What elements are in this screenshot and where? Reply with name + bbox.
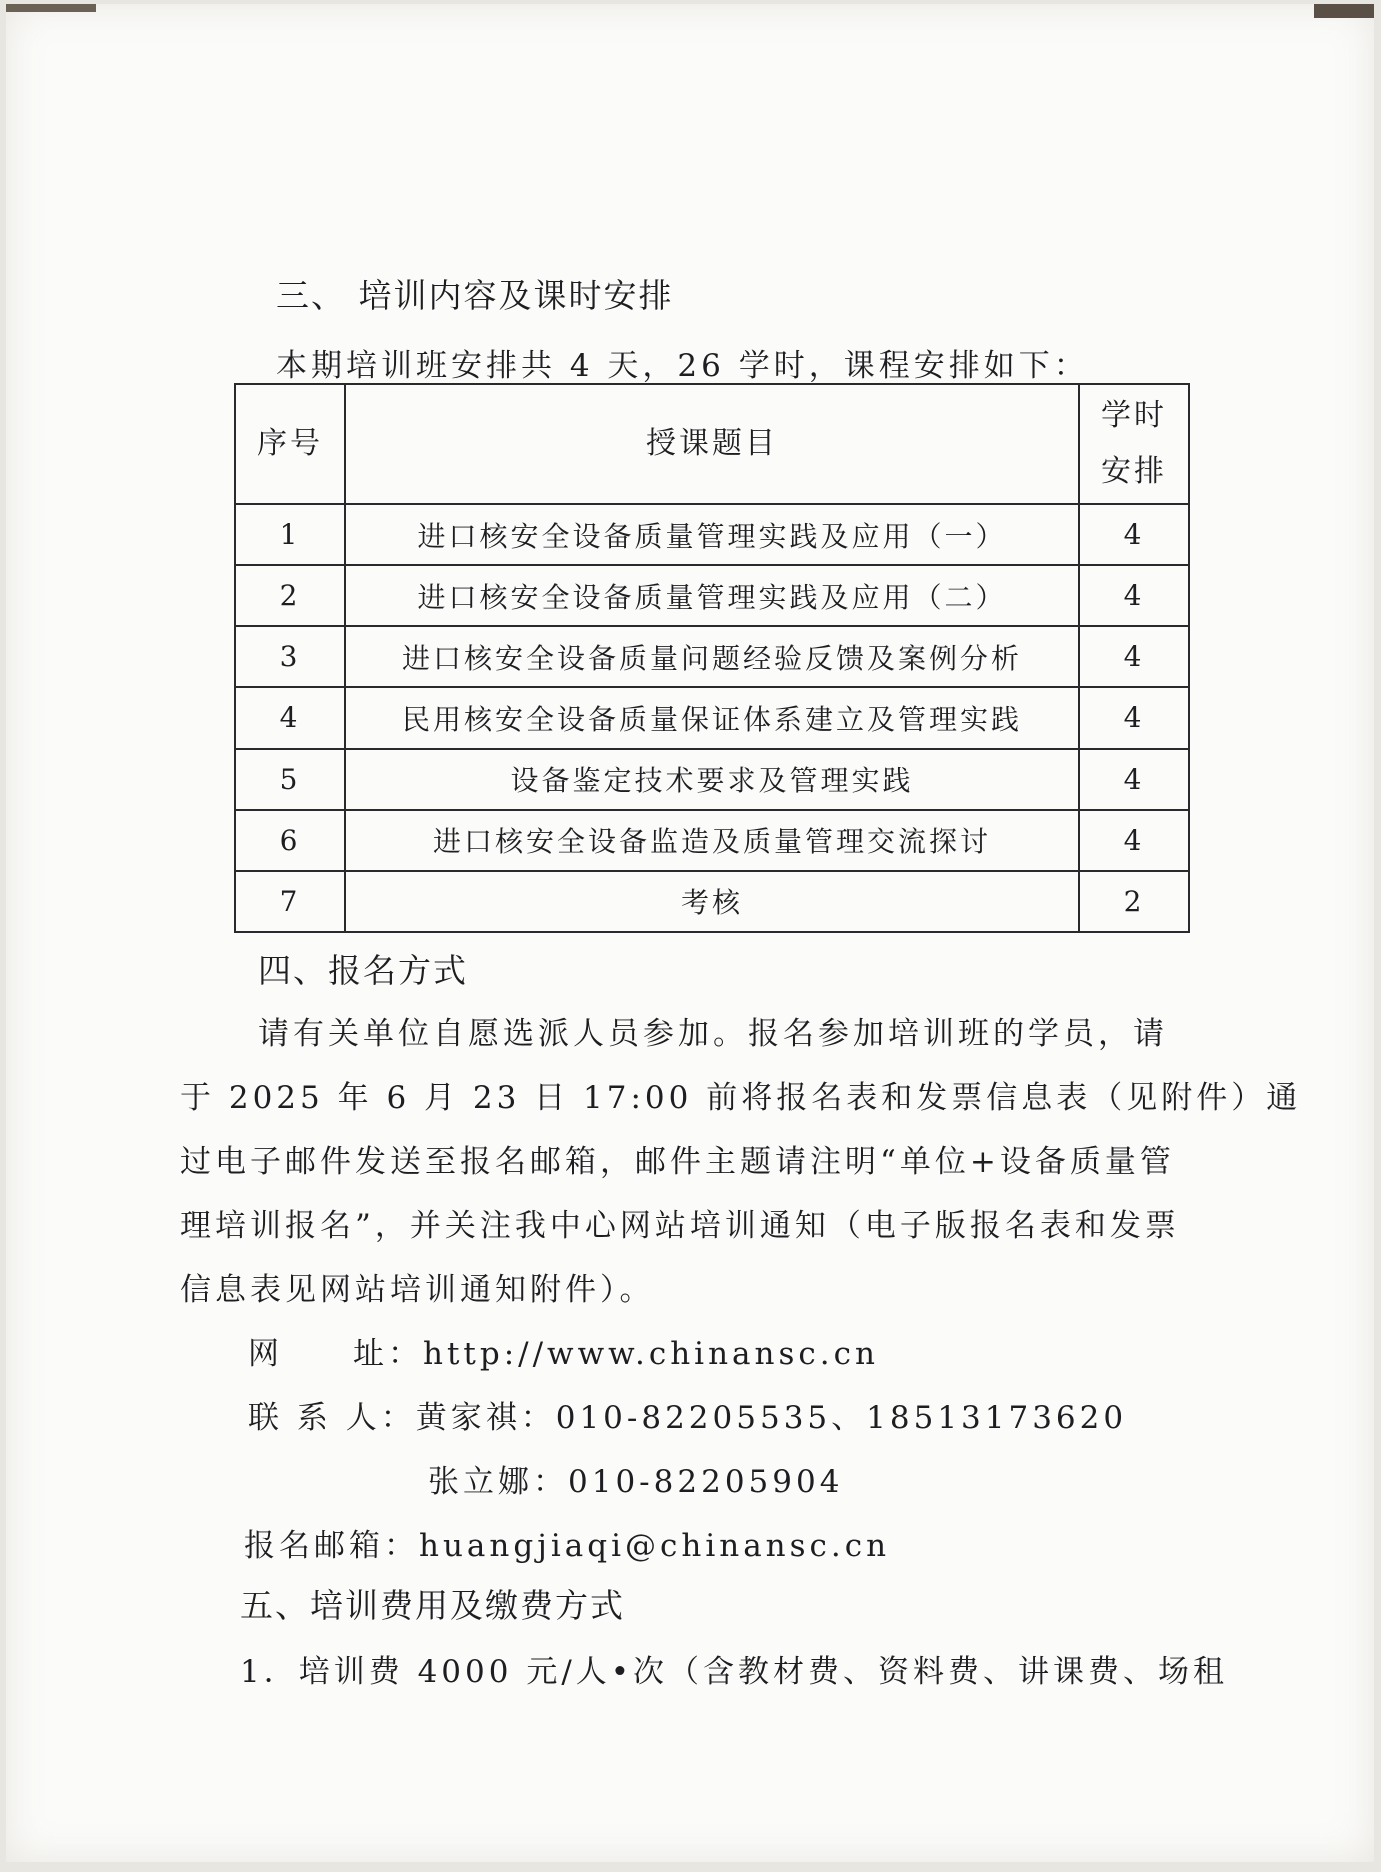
- row-no: 4: [235, 687, 345, 748]
- row-no: 2: [235, 565, 345, 626]
- section5-title: 五、培训费用及缴费方式: [240, 1586, 625, 1625]
- header-no: 序号: [235, 384, 345, 504]
- section4-para-line: 请有关单位自愿选派人员参加。报名参加培训班的学员，请: [258, 1016, 1168, 1052]
- website-link[interactable]: http://www.chinansc.cn: [423, 1336, 879, 1372]
- section4-title: 四、报名方式: [258, 951, 468, 990]
- document-page: [6, 4, 1374, 1862]
- contact-row: [248, 1392, 1127, 1437]
- table-row: [235, 749, 1189, 810]
- table-row: [235, 687, 1189, 748]
- row-hours: 4: [1079, 565, 1189, 626]
- header-topic: 授课题目: [345, 384, 1079, 504]
- section4-para-line: 信息表见网站培训通知附件）。: [180, 1272, 655, 1308]
- email-link[interactable]: huangjiaqi@chinansc.cn: [419, 1528, 891, 1564]
- section4-para-line: 理培训报名”，并关注我中心网站培训通知（电子版报名表和发票: [180, 1208, 1180, 1244]
- section3-intro: 本期培训班安排共 4 天，26 学时，课程安排如下：: [276, 348, 1089, 384]
- website-label: 网 址：: [248, 1336, 423, 1372]
- row-hours: 4: [1079, 687, 1189, 748]
- row-topic: 进口核安全设备监造及质量管理交流探讨: [345, 810, 1079, 871]
- row-hours: 2: [1079, 871, 1189, 932]
- row-topic: 设备鉴定技术要求及管理实践: [345, 749, 1079, 810]
- row-topic: 进口核安全设备质量问题经验反馈及案例分析: [345, 626, 1079, 687]
- row-topic: 进口核安全设备质量管理实践及应用（二）: [345, 565, 1079, 626]
- header-hours: [1079, 384, 1189, 504]
- row-hours: 4: [1079, 749, 1189, 810]
- row-no: 7: [235, 871, 345, 932]
- course-schedule-table: [234, 383, 1190, 933]
- section4-para-line: 于 2025 年 6 月 23 日 17:00 前将报名表和发票信息表（见附件）通: [180, 1080, 1302, 1116]
- row-no: 6: [235, 810, 345, 871]
- scan-edge-shadow: [1314, 4, 1374, 18]
- scan-edge-shadow: [6, 4, 96, 12]
- row-no: 5: [235, 749, 345, 810]
- table-row: [235, 810, 1189, 871]
- table-row: [235, 626, 1189, 687]
- contact-1: 黄家祺：010-82205535、18513173620: [415, 1400, 1128, 1436]
- table-row: [235, 504, 1189, 565]
- email-label: 报名邮箱：: [244, 1528, 419, 1564]
- row-topic: 进口核安全设备质量管理实践及应用（一）: [345, 504, 1079, 565]
- contact-label: 联 系 人：: [248, 1400, 416, 1436]
- header-hours-line2: 安排: [1101, 454, 1167, 489]
- row-hours: 4: [1079, 626, 1189, 687]
- section4-para-line: 过电子邮件发送至报名邮箱，邮件主题请注明“单位+设备质量管: [180, 1144, 1175, 1180]
- section5-item1: 1．培训费 4000 元/人•次（含教材费、资料费、讲课费、场租: [240, 1654, 1229, 1690]
- row-no: 3: [235, 626, 345, 687]
- section3-title: 三、 培训内容及课时安排: [276, 276, 674, 315]
- email-row: [244, 1520, 890, 1565]
- table-row: [235, 871, 1189, 932]
- contact-2: 张立娜：010-82205904: [428, 1464, 844, 1500]
- website-row: [248, 1328, 879, 1373]
- row-no: 1: [235, 504, 345, 565]
- row-topic: 民用核安全设备质量保证体系建立及管理实践: [345, 687, 1079, 748]
- header-hours-line1: 学时: [1101, 398, 1167, 433]
- row-topic: 考核: [345, 871, 1079, 932]
- row-hours: 4: [1079, 810, 1189, 871]
- row-hours: 4: [1079, 504, 1189, 565]
- table-header-row: [235, 384, 1189, 504]
- table-row: [235, 565, 1189, 626]
